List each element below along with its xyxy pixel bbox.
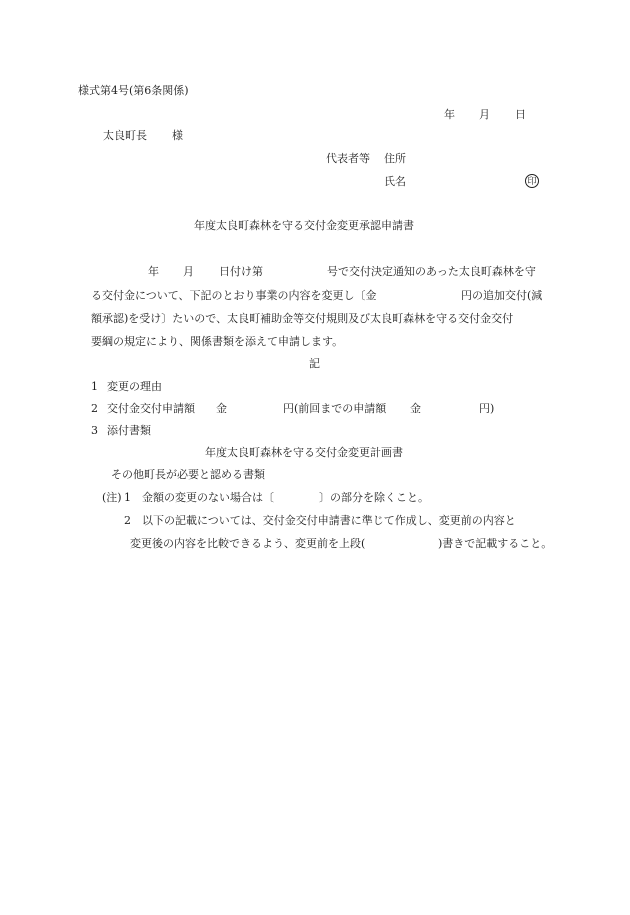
form-label: 様式第4号(第6条関係) [78, 84, 189, 97]
note2-number: 2 [124, 514, 131, 527]
body-line2-b: 円の追加交付(減 [461, 289, 543, 302]
item2-label: 交付金交付申請額 [107, 402, 195, 415]
body-year: 年 [148, 265, 159, 278]
attachment-2: その他町長が必要と認める書類 [111, 468, 265, 481]
note2-line1: 以下の記載については、交付金交付申請書に準じて作成し、変更前の内容と [142, 514, 516, 527]
body-dated: 日付け第 [219, 265, 263, 278]
date-month: 月 [479, 108, 490, 121]
note1-number: 1 [124, 491, 131, 504]
seal-mark: 印 [525, 174, 539, 188]
attachment-1: 年度太良町森林を守る交付金変更計画書 [205, 446, 403, 459]
item2-number: 2 [91, 402, 98, 415]
item2-yen2: 円) [479, 402, 495, 415]
note1-text: 金額の変更のない場合は〔 [142, 491, 274, 504]
addressee-name: 太良町長 [103, 129, 147, 142]
date-day: 日 [515, 108, 526, 121]
ki-heading: 記 [309, 357, 320, 370]
addressee-honorific: 様 [172, 129, 183, 142]
body-line2-a: る交付金について、下記のとおり事業の内容を変更し〔金 [91, 289, 377, 302]
applicant-role: 代表者等 [326, 152, 370, 165]
item2-kin2: 金 [410, 402, 421, 415]
applicant-name-label: 氏名 [384, 175, 406, 188]
note2-line2-end: )書きで記載すること。 [438, 537, 553, 550]
item1-label: 変更の理由 [107, 380, 162, 393]
item3-number: 3 [91, 424, 98, 437]
note1-end: 〕の部分を除くこと。 [319, 491, 429, 504]
applicant-address-label: 住所 [384, 152, 406, 165]
body-month: 月 [183, 265, 194, 278]
body-line3: 額承認)を受け〕たいので、太良町補助金等交付規則及び太良町森林を守る交付金交付 [91, 312, 514, 325]
body-line4: 要綱の規定により、関係書類を添えて申請します。 [91, 335, 344, 348]
item1-number: 1 [91, 380, 98, 393]
body-line1-rest: 号で交付決定通知のあった太良町森林を守 [327, 265, 536, 278]
notes-label: (注) [102, 491, 122, 504]
item2-yen1: 円(前回までの申請額 [283, 402, 387, 415]
item2-kin1: 金 [216, 402, 227, 415]
item3-label: 添付書類 [107, 424, 151, 437]
date-year: 年 [444, 108, 455, 121]
note2-line2: 変更後の内容を比較できるよう、変更前を上段( [130, 537, 366, 550]
document-title: 年度太良町森林を守る交付金変更承認申請書 [194, 219, 414, 232]
